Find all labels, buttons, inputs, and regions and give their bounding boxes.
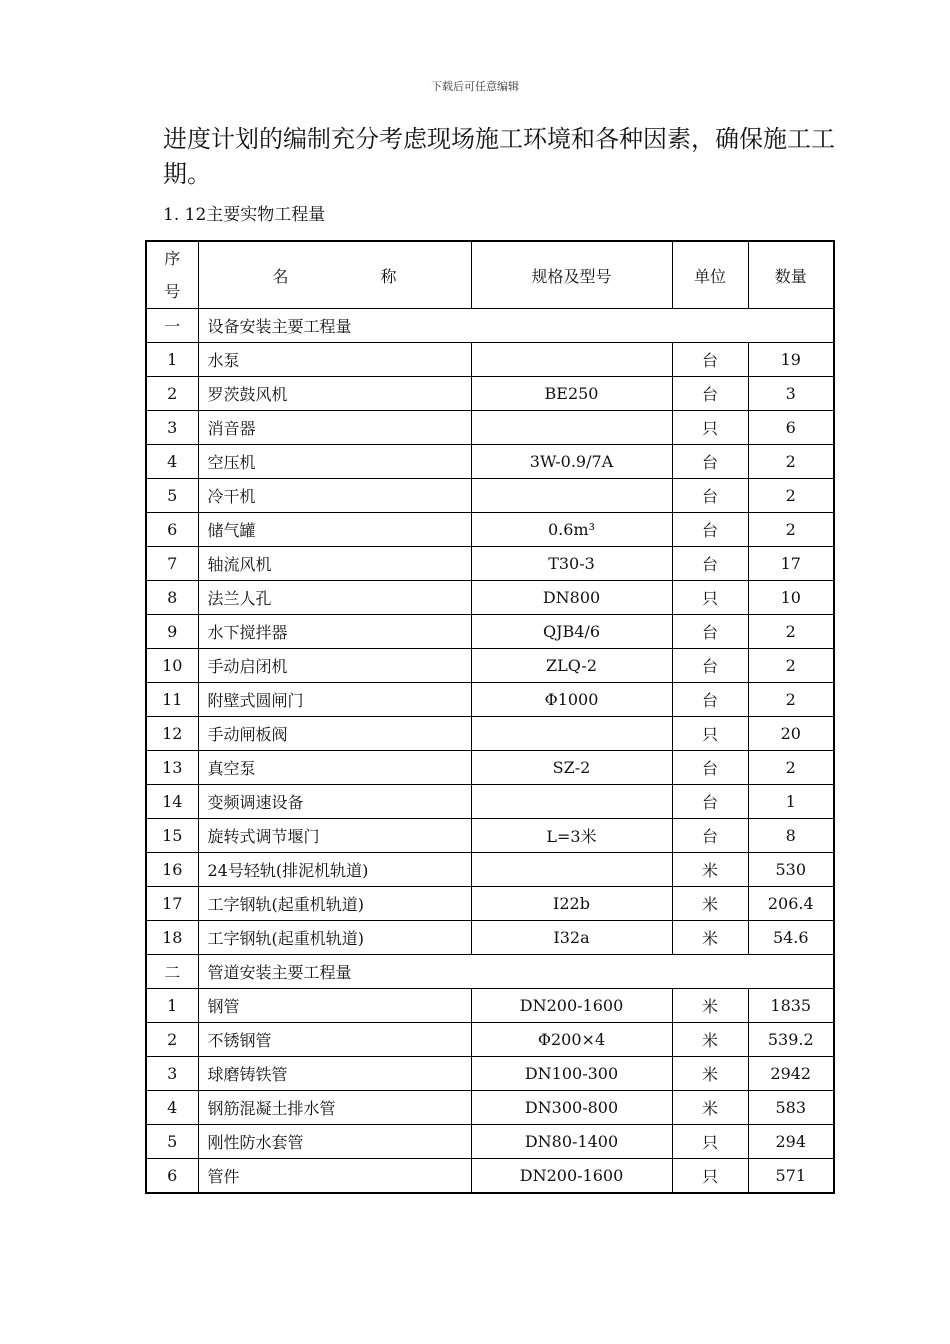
row-name: 水下搅拌器 [198,615,471,649]
row-quantity: 583 [748,1091,834,1125]
row-number: 11 [146,683,198,717]
table-row [146,751,834,785]
row-quantity: 10 [748,581,834,615]
header-no [146,241,198,309]
row-spec [471,853,672,887]
group-title: 管道安装主要工程量 [198,955,834,989]
row-spec: Φ1000 [471,683,672,717]
table-header-row [146,241,834,309]
row-number: 12 [146,717,198,751]
row-number: 17 [146,887,198,921]
row-name: 空压机 [198,445,471,479]
row-number: 2 [146,1023,198,1057]
row-quantity: 2942 [748,1057,834,1091]
table-row [146,989,834,1023]
row-name: 手动闸板阀 [198,717,471,751]
row-quantity: 571 [748,1159,834,1194]
row-unit: 米 [672,853,748,887]
row-spec: I22b [471,887,672,921]
row-name: 法兰人孔 [198,581,471,615]
group-number: 一 [146,309,198,343]
row-spec [471,717,672,751]
table-row [146,1023,834,1057]
row-quantity: 530 [748,853,834,887]
row-quantity: 2 [748,751,834,785]
row-unit: 台 [672,479,748,513]
row-number: 5 [146,1125,198,1159]
row-number: 8 [146,581,198,615]
row-quantity: 2 [748,683,834,717]
row-spec: ZLQ-2 [471,649,672,683]
row-quantity: 3 [748,377,834,411]
row-number: 2 [146,377,198,411]
table-row [146,921,834,955]
row-name: 附壁式圆闸门 [198,683,471,717]
group-row [146,309,834,343]
row-unit: 台 [672,615,748,649]
row-number: 4 [146,1091,198,1125]
row-quantity: 2 [748,615,834,649]
row-spec [471,343,672,377]
row-spec: DN80-1400 [471,1125,672,1159]
row-spec: DN300-800 [471,1091,672,1125]
row-quantity: 1835 [748,989,834,1023]
row-number: 1 [146,343,198,377]
table-row [146,1057,834,1091]
row-unit: 台 [672,343,748,377]
section-heading: 1. 12主要实物工程量 [163,205,326,225]
row-name: 旋转式调节堰门 [198,819,471,853]
row-quantity: 20 [748,717,834,751]
row-name: 罗茨鼓风机 [198,377,471,411]
row-unit: 米 [672,1057,748,1091]
group-number: 二 [146,955,198,989]
table-row [146,649,834,683]
row-spec: DN800 [471,581,672,615]
row-number: 3 [146,411,198,445]
table-row [146,683,834,717]
row-quantity: 8 [748,819,834,853]
table-row [146,547,834,581]
group-row [146,955,834,989]
row-number: 3 [146,1057,198,1091]
row-name: 不锈钢管 [198,1023,471,1057]
row-unit: 米 [672,921,748,955]
row-unit: 台 [672,445,748,479]
row-name: 钢管 [198,989,471,1023]
table-row [146,785,834,819]
table-row [146,1091,834,1125]
table-row [146,581,834,615]
table-row [146,411,834,445]
row-name: 球磨铸铁管 [198,1057,471,1091]
row-name: 储气罐 [198,513,471,547]
header-qty: 数量 [748,241,834,309]
header-no-line2: 号 [164,282,181,301]
row-number: 16 [146,853,198,887]
row-spec [471,411,672,445]
header-name [198,241,471,309]
row-spec [471,479,672,513]
row-name: 手动启闭机 [198,649,471,683]
row-quantity: 206.4 [748,887,834,921]
row-unit: 台 [672,547,748,581]
row-spec: DN100-300 [471,1057,672,1091]
row-spec: 0.6m³ [471,513,672,547]
row-number: 6 [146,1159,198,1194]
row-quantity: 294 [748,1125,834,1159]
row-unit: 台 [672,751,748,785]
row-spec: L=3米 [471,819,672,853]
row-unit: 米 [672,887,748,921]
row-unit: 只 [672,1159,748,1194]
row-quantity: 2 [748,649,834,683]
row-quantity: 2 [748,513,834,547]
row-unit: 只 [672,1125,748,1159]
row-number: 1 [146,989,198,1023]
row-spec: DN200-1600 [471,989,672,1023]
table-row [146,513,834,547]
row-number: 4 [146,445,198,479]
page-watermark: 下载后可任意编辑 [431,80,519,93]
row-number: 18 [146,921,198,955]
row-number: 9 [146,615,198,649]
row-spec: I32a [471,921,672,955]
row-quantity: 1 [748,785,834,819]
row-spec: QJB4/6 [471,615,672,649]
table-row [146,479,834,513]
table-row [146,343,834,377]
table-row [146,615,834,649]
row-number: 5 [146,479,198,513]
row-name: 工字钢轨(起重机轨道) [198,921,471,955]
row-name: 水泵 [198,343,471,377]
table-row [146,853,834,887]
table-row [146,717,834,751]
row-unit: 米 [672,1023,748,1057]
table-row [146,1125,834,1159]
row-spec: DN200-1600 [471,1159,672,1194]
row-spec: SZ-2 [471,751,672,785]
quantity-table [145,240,835,1194]
row-quantity: 2 [748,479,834,513]
row-unit: 只 [672,411,748,445]
row-name: 钢筋混凝土排水管 [198,1091,471,1125]
row-number: 14 [146,785,198,819]
row-unit: 台 [672,683,748,717]
row-name: 消音器 [198,411,471,445]
row-spec: BE250 [471,377,672,411]
table-row [146,1159,834,1194]
row-name: 变频调速设备 [198,785,471,819]
row-number: 15 [146,819,198,853]
row-unit: 只 [672,717,748,751]
row-unit: 台 [672,377,748,411]
row-number: 7 [146,547,198,581]
row-unit: 只 [672,581,748,615]
row-spec: T30-3 [471,547,672,581]
row-name: 轴流风机 [198,547,471,581]
row-quantity: 6 [748,411,834,445]
row-unit: 台 [672,649,748,683]
row-number: 13 [146,751,198,785]
row-unit: 米 [672,989,748,1023]
row-name: 24号轻轨(排泥机轨道) [198,853,471,887]
row-spec [471,785,672,819]
row-unit: 台 [672,513,748,547]
row-quantity: 54.6 [748,921,834,955]
row-spec: Φ200×4 [471,1023,672,1057]
row-unit: 台 [672,785,748,819]
row-unit: 台 [672,819,748,853]
row-spec: 3W-0.9/7A [471,445,672,479]
row-number: 10 [146,649,198,683]
row-quantity: 17 [748,547,834,581]
row-unit: 米 [672,1091,748,1125]
row-quantity: 2 [748,445,834,479]
header-unit: 单位 [672,241,748,309]
row-name: 管件 [198,1159,471,1194]
table-row [146,819,834,853]
row-quantity: 539.2 [748,1023,834,1057]
header-spec: 规格及型号 [471,241,672,309]
table-row [146,887,834,921]
table-row [146,377,834,411]
table-row [146,445,834,479]
row-quantity: 19 [748,343,834,377]
row-name: 刚性防水套管 [198,1125,471,1159]
header-name-label: 名 称 [272,266,397,286]
row-number: 6 [146,513,198,547]
header-no-line1: 序 [164,249,181,268]
row-name: 工字钢轨(起重机轨道) [198,887,471,921]
group-title: 设备安装主要工程量 [198,309,834,343]
row-name: 真空泵 [198,751,471,785]
table-body [146,309,834,1194]
intro-paragraph: 进度计划的编制充分考虑现场施工环境和各种因素，确保施工工期。 [163,125,835,188]
row-name: 冷干机 [198,479,471,513]
